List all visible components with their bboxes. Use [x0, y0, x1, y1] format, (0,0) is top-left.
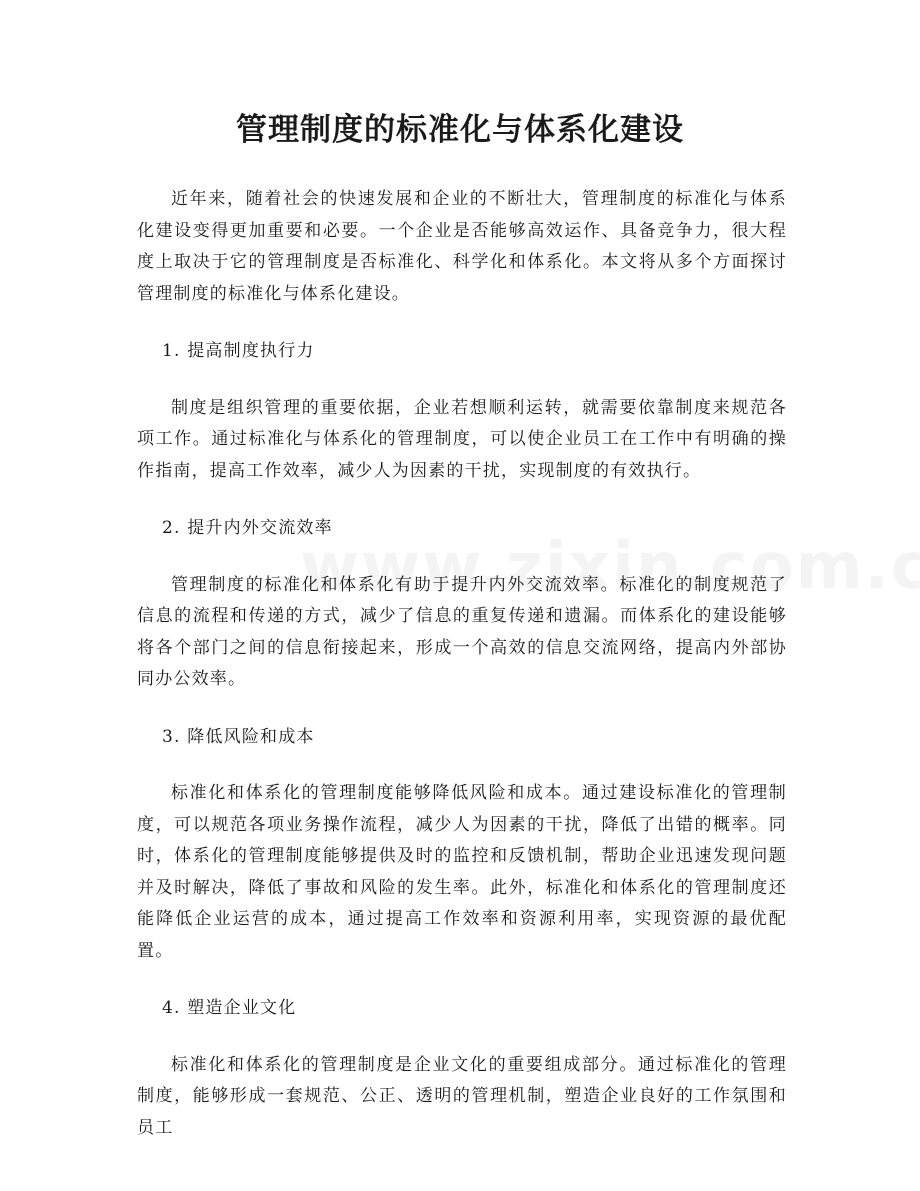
section-body-3: 标准化和体系化的管理制度能够降低风险和成本。通过建设标准化的管理制度，可以规范各项业务操作流程，减少人为因素的干扰，降低了出错的概率。同时，体系化的管理制度能够提供及时的监控和反馈机制，帮助企业迅速发现问题并及时解决，降低了事故和风险的发生率。此外，标准化和体系化的管理制度还能降低企业运营的成本，通过提高工作效率和资源利用率，实现资源的最优配置。: [137, 783, 787, 961]
section-body-2: 管理制度的标准化和体系化有助于提升内外交流效率。标准化的制度规范了信息的流程和传递的方式，减少了信息的重复传递和遗漏。而体系化的建设能够将各个部门之间的信息衔接起来，形成一个高效的信息交流网络，提高内外部协同办公效率。: [137, 574, 787, 689]
document-title: 管理制度的标准化与体系化建设: [236, 112, 684, 148]
section-heading-1: 1. 提高制度执行力: [162, 341, 315, 361]
section-heading-3: 3. 降低风险和成本: [162, 726, 315, 747]
section-heading-2: 2. 提升内外交流效率: [162, 518, 333, 538]
intro-paragraph: 近年来，随着社会的快速发展和企业的不断壮大，管理制度的标准化与体系化建设变得更加重要和必要。一个企业是否能够高效运作、具备竞争力，很大程度上取决于它的管理制度是否标准化、科学化和体系化。本文将从多个方面探讨管理制度的标准化与体系化建设。: [137, 189, 787, 304]
section-body-4: 标准化和体系化的管理制度是企业文化的重要组成部分。通过标准化的管理制度，能够形成一套规范、公正、透明的管理机制，塑造企业良好的工作氛围和员工: [137, 1054, 787, 1138]
document-body: [137, 184, 787, 1144]
section-body-1: 制度是组织管理的重要依据，企业若想顺利运转，就需要依靠制度来规范各项工作。通过标准化与体系化的管理制度，可以使企业员工在工作中有明确的操作指南，提高工作效率，减少人为因素的干扰，实现制度的有效执行。: [137, 397, 787, 481]
section-heading-4: 4. 塑造企业文化: [162, 998, 297, 1018]
